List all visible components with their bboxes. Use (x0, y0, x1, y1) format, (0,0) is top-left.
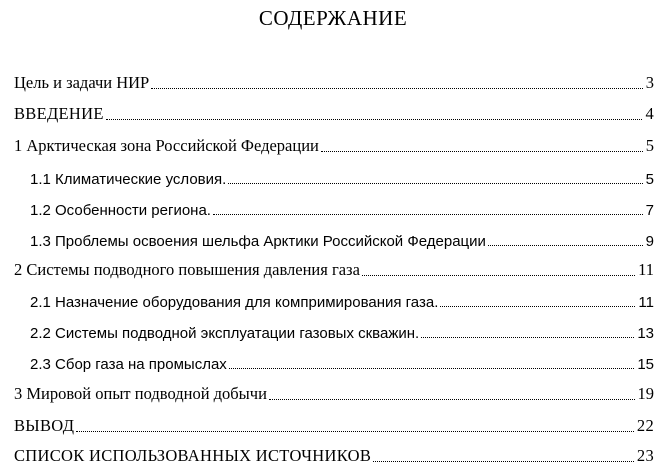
toc-entry-label: 1 Арктическая зона Российской Федерации (14, 136, 319, 155)
toc-entry-label: 1.3 Проблемы освоения шельфа Арктики Российской Федерации (30, 233, 486, 250)
dot-leader (362, 275, 635, 276)
toc-page-number: 5 (645, 171, 654, 188)
dot-leader (229, 368, 635, 369)
dot-leader (321, 151, 643, 152)
toc-page-number: 3 (645, 73, 654, 92)
toc-entry-label: Цель и задачи НИР (14, 73, 150, 92)
toc-entry-label: 1.2 Особенности региона. (30, 202, 211, 219)
toc-entry-goals[interactable] (14, 69, 654, 93)
toc-entry-label: 2.3 Сбор газа на промыслах (30, 356, 227, 373)
toc-entry-label: ВВЕДЕНИЕ (14, 104, 104, 123)
toc-entry-chapter-2[interactable] (14, 256, 654, 280)
toc-entry-chapter-3[interactable] (14, 380, 654, 404)
toc-entry-references[interactable] (14, 442, 654, 466)
toc-page-number: 22 (636, 416, 654, 435)
toc-entry-introduction[interactable] (14, 100, 654, 124)
dot-leader (151, 88, 643, 89)
toc-entry-section-1-3[interactable] (30, 226, 654, 250)
toc-page-number: 13 (637, 325, 654, 342)
toc-entry-section-1-1[interactable] (30, 164, 654, 188)
dot-leader (213, 214, 643, 215)
toc-page-number: 11 (638, 294, 654, 311)
toc-entry-conclusion[interactable] (14, 412, 654, 436)
toc-entry-section-2-1[interactable] (30, 287, 654, 311)
toc-entry-label: 1.1 Климатические условия. (30, 171, 227, 188)
toc-page-number: 4 (645, 104, 654, 123)
toc-entry-chapter-1[interactable] (14, 132, 654, 156)
dot-leader (440, 306, 635, 307)
toc-page-number: 11 (638, 260, 654, 279)
toc-page-number: 5 (645, 136, 654, 155)
toc-entry-label: СПИСОК ИСПОЛЬЗОВАННЫХ ИСТОЧНИКОВ (14, 446, 372, 465)
dot-leader (228, 183, 642, 184)
toc-entry-label: 2 Системы подводного повышения давления газа (14, 260, 360, 279)
toc-entry-section-1-2[interactable] (30, 195, 654, 219)
toc-entry-section-2-2[interactable] (30, 318, 654, 342)
dot-leader (488, 245, 643, 246)
dot-leader (373, 461, 634, 462)
toc-page-number: 9 (645, 233, 654, 250)
toc-page-number: 7 (645, 202, 654, 219)
dot-leader (421, 337, 634, 338)
toc-title: СОДЕРЖАНИЕ (258, 6, 408, 30)
dot-leader (269, 399, 635, 400)
toc-page-number: 19 (637, 384, 654, 403)
toc-entry-label: ВЫВОД (14, 416, 75, 435)
dot-leader (76, 431, 634, 432)
dot-leader (106, 119, 643, 120)
toc-page-number: 23 (636, 446, 654, 465)
toc-entry-label: 2.1 Назначение оборудования для компримирования газа. (30, 294, 439, 311)
toc-entry-section-2-3[interactable] (30, 349, 654, 373)
toc-entry-label: 3 Мировой опыт подводной добычи (14, 384, 267, 403)
toc-page-number: 15 (637, 356, 654, 373)
toc-entry-label: 2.2 Системы подводной эксплуатации газовых скважин. (30, 325, 420, 342)
